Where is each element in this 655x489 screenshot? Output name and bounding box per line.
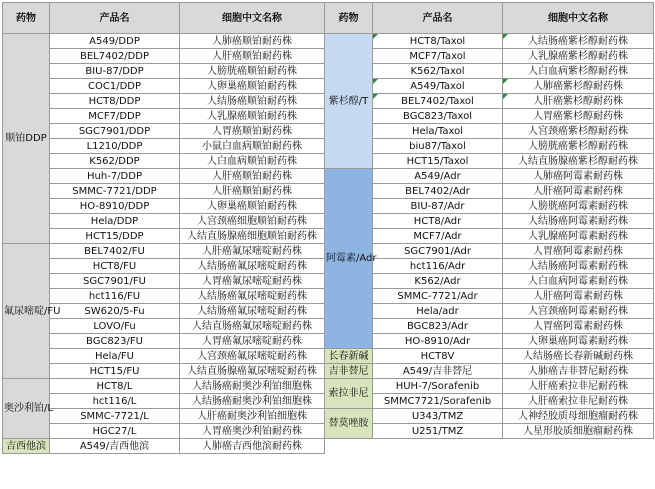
- col-header-product-right: 产品名: [373, 3, 503, 34]
- right-cell-name-cell: 人结肠癌阿霉素耐药株: [503, 259, 654, 274]
- left-cell-name-cell: 人结肠癌氟尿嘧啶耐药株: [180, 259, 325, 274]
- left-product-cell: BEL7402/DDP: [50, 49, 180, 64]
- right-cell-name-cell: 人宫颈癌紫杉醇耐药株: [503, 124, 654, 139]
- right-cell-name-cell: 人结肠癌长春新碱耐药株: [503, 349, 654, 364]
- left-cell-name-cell: 人结直肠腺癌细胞顺铂耐药株: [180, 229, 325, 244]
- right-cell-name-cell: 人肺癌阿霉素耐药株: [503, 169, 654, 184]
- left-product-cell: hct116/FU: [50, 289, 180, 304]
- left-product-cell: SGC7901/DDP: [50, 124, 180, 139]
- right-product-cell: HCT8/Taxol: [373, 34, 503, 49]
- left-cell-name-cell: 人胃癌奥沙利铂耐药株: [180, 424, 325, 439]
- left-product-cell: SMMC-7721/L: [50, 409, 180, 424]
- right-product-cell: MCF7/Adr: [373, 229, 503, 244]
- right-cell-name-cell: 人宫颈癌阿霉素耐药株: [503, 304, 654, 319]
- left-cell-name-cell: 人胃癌顺铂耐药株: [180, 124, 325, 139]
- right-cell-name-cell: 人胃癌阿霉素耐药株: [503, 319, 654, 334]
- right-cell-name-cell: 人乳腺癌紫杉醇耐药株: [503, 49, 654, 64]
- right-cell-name-cell: 人结肠癌阿霉素耐药株: [503, 214, 654, 229]
- left-product-cell: Hela/DDP: [50, 214, 180, 229]
- right-product-cell: BGC823/Taxol: [373, 109, 503, 124]
- left-product-cell: SW620/5-Fu: [50, 304, 180, 319]
- drug-group-tmz: 替莫唑胺: [325, 409, 373, 439]
- col-header-product: 产品名: [50, 3, 180, 34]
- left-cell-name-cell: 人结肠癌氟尿嘧啶耐药株: [180, 304, 325, 319]
- left-cell-name-cell: 人卵巢癌顺铂耐药株: [180, 199, 325, 214]
- col-header-drug-right: 药物: [325, 3, 373, 34]
- left-product-cell: LOVO/Fu: [50, 319, 180, 334]
- right-cell-name-cell: 人肝癌索拉非尼耐药株: [503, 394, 654, 409]
- left-product-cell: HCT8/L: [50, 379, 180, 394]
- left-product-cell: HGC27/L: [50, 424, 180, 439]
- left-product-cell: Hela/FU: [50, 349, 180, 364]
- right-cell-name-cell: 人白血病阿霉素耐药株: [503, 274, 654, 289]
- right-cell-name-cell: 人肺癌吉非替尼耐药株: [503, 364, 654, 379]
- right-product-cell: biu87/Taxol: [373, 139, 503, 154]
- right-product-cell: U251/TMZ: [373, 424, 503, 439]
- right-product-cell: SMMC7721/Sorafenib: [373, 394, 503, 409]
- left-product-cell: BEL7402/FU: [50, 244, 180, 259]
- left-product-cell: L1210/DDP: [50, 139, 180, 154]
- table-row: [3, 379, 654, 394]
- right-product-cell: U343/TMZ: [373, 409, 503, 424]
- left-cell-name-cell: 人结肠癌耐奥沙利铂细胞株: [180, 379, 325, 394]
- right-product-cell: K562/Taxol: [373, 64, 503, 79]
- drug-group-sorafenib: 索拉非尼: [325, 379, 373, 409]
- right-cell-name-cell: 人神经胶质母细胞瘤耐药株: [503, 409, 654, 424]
- left-cell-name-cell: 人白血病顺铂耐药株: [180, 154, 325, 169]
- right-cell-name-cell: 人膀胱癌紫杉醇耐药株: [503, 139, 654, 154]
- left-cell-name-cell: 人结肠癌顺铂耐药株: [180, 94, 325, 109]
- table-row: [3, 439, 654, 454]
- left-cell-name-cell: 人结肠癌氟尿嘧啶耐药株: [180, 289, 325, 304]
- left-cell-name-cell: 人膀胱癌顺铂耐药株: [180, 64, 325, 79]
- right-cell-name-cell: 人星形胶质细胞瘤耐药株: [503, 424, 654, 439]
- right-product-cell: BIU-87/Adr: [373, 199, 503, 214]
- left-product-cell: MCF7/DDP: [50, 109, 180, 124]
- drug-group-gefitinib: 吉西他滨: [3, 439, 50, 454]
- table-row: [3, 364, 654, 379]
- right-cell-name-cell: 人卵巢癌阿霉素耐药株: [503, 334, 654, 349]
- right-cell-name-cell: 人肝癌阿霉素耐药株: [503, 184, 654, 199]
- left-cell-name-cell: 人结直肠癌氟尿嘧啶耐药株: [180, 319, 325, 334]
- left-product-cell: Huh-7/DDP: [50, 169, 180, 184]
- right-cell-name-cell: 人肝癌索拉非尼耐药株: [503, 379, 654, 394]
- right-product-cell: Hela/Taxol: [373, 124, 503, 139]
- left-product-cell: HCT15/FU: [50, 364, 180, 379]
- right-cell-name-cell: 人肺癌紫杉醇耐药株: [503, 79, 654, 94]
- header-row: [3, 3, 654, 34]
- left-cell-name-cell: 人胃癌氟尿嘧啶耐药株: [180, 274, 325, 289]
- right-product-cell: HO-8910/Adr: [373, 334, 503, 349]
- right-product-cell: K562/Adr: [373, 274, 503, 289]
- table-row: [3, 34, 654, 49]
- right-product-cell: HUH-7/Sorafenib: [373, 379, 503, 394]
- col-header-cell-name: 细胞中文名称: [180, 3, 325, 34]
- left-product-cell: HCT8/DDP: [50, 94, 180, 109]
- right-product-cell: Hela/adr: [373, 304, 503, 319]
- right-cell-name-cell: 人胃癌紫杉醇耐药株: [503, 109, 654, 124]
- table-body: [3, 34, 654, 454]
- left-product-cell: BGC823/FU: [50, 334, 180, 349]
- right-product-cell: BEL7402/Adr: [373, 184, 503, 199]
- right-product-cell: HCT15/Taxol: [373, 154, 503, 169]
- left-product-cell: A549/DDP: [50, 34, 180, 49]
- right-product-cell: A549/Taxol: [373, 79, 503, 94]
- left-product-cell: SMMC-7721/DDP: [50, 184, 180, 199]
- right-product-cell: A549/吉西他滨: [50, 439, 180, 454]
- left-cell-name-cell: 人结直肠腺癌氟尿嘧啶耐药株: [180, 364, 325, 379]
- left-product-cell: SGC7901/FU: [50, 274, 180, 289]
- right-product-cell: hct116/Adr: [373, 259, 503, 274]
- drug-group-ddp: 顺铂DDP: [3, 34, 50, 244]
- left-cell-name-cell: 人胃癌氟尿嘧啶耐药株: [180, 334, 325, 349]
- right-cell-name-cell: 人乳腺癌阿霉素耐药株: [503, 229, 654, 244]
- table-row: [3, 409, 654, 424]
- drug-group-l: 奥沙利铂/L: [3, 379, 50, 439]
- left-cell-name-cell: 人肝癌顺铂耐药株: [180, 49, 325, 64]
- drug-group-cxc: 长春新碱: [325, 349, 373, 364]
- left-cell-name-cell: 人结肠癌耐奥沙利铂细胞株: [180, 394, 325, 409]
- left-product-cell: COC1/DDP: [50, 79, 180, 94]
- left-cell-name-cell: 人肝癌顺铂耐药株: [180, 169, 325, 184]
- left-cell-name-cell: 人肝癌耐奥沙利铂细胞株: [180, 409, 325, 424]
- left-product-cell: K562/DDP: [50, 154, 180, 169]
- left-product-cell: HCT8/FU: [50, 259, 180, 274]
- right-product-cell: MCF7/Taxol: [373, 49, 503, 64]
- left-cell-name-cell: 人乳腺癌顺铂耐药株: [180, 109, 325, 124]
- left-cell-name-cell: 人卵巢癌顺铂耐药株: [180, 79, 325, 94]
- left-cell-name-cell: 人肺癌顺铂耐药株: [180, 34, 325, 49]
- drug-group-erlotinib: 吉非替尼: [325, 364, 373, 379]
- drug-group-adr: 阿霉素/Adr: [325, 169, 373, 349]
- drug-group-taxol: 紫杉醇/T: [325, 34, 373, 169]
- left-product-cell: hct116/L: [50, 394, 180, 409]
- left-cell-name-cell: 小鼠白血病顺铂耐药株: [180, 139, 325, 154]
- table-row: [3, 349, 654, 364]
- drug-group-fu: 氟尿嘧啶/FU: [3, 244, 50, 379]
- right-cell-name-cell: 人肝癌紫杉醇耐药株: [503, 94, 654, 109]
- right-cell-name-cell: 人膀胱癌阿霉素耐药株: [503, 199, 654, 214]
- right-product-cell: SGC7901/Adr: [373, 244, 503, 259]
- left-product-cell: HCT15/DDP: [50, 229, 180, 244]
- right-cell-name-cell: 人胃癌阿霉素耐药株: [503, 244, 654, 259]
- right-product-cell: BGC823/Adr: [373, 319, 503, 334]
- right-product-cell: HCT8V: [373, 349, 503, 364]
- left-cell-name-cell: 人肝癌氟尿嘧啶耐药株: [180, 244, 325, 259]
- left-product-cell: BIU-87/DDP: [50, 64, 180, 79]
- right-cell-name-cell: 人肺癌吉西他滨耐药株: [180, 439, 325, 454]
- drug-resistant-cell-table: [2, 2, 654, 454]
- right-product-cell: A549/Adr: [373, 169, 503, 184]
- right-cell-name-cell: 人结直肠腺癌紫杉醇耐药株: [503, 154, 654, 169]
- col-header-drug: 药物: [3, 3, 50, 34]
- col-header-cell-name-right: 细胞中文名称: [503, 3, 654, 34]
- left-cell-name-cell: 人肝癌顺铂耐药株: [180, 184, 325, 199]
- right-cell-name-cell: 人白血病紫杉醇耐药株: [503, 64, 654, 79]
- table-row: [3, 169, 654, 184]
- right-cell-name-cell: 人结肠癌紫杉醇耐药株: [503, 34, 654, 49]
- right-cell-name-cell: 人肝癌阿霉素耐药株: [503, 289, 654, 304]
- right-product-cell: A549/吉非替尼: [373, 364, 503, 379]
- right-product-cell: HCT8/Adr: [373, 214, 503, 229]
- right-product-cell: SMMC-7721/Adr: [373, 289, 503, 304]
- left-cell-name-cell: 人宫颈癌氟尿嘧啶耐药株: [180, 349, 325, 364]
- right-product-cell: BEL7402/Taxol: [373, 94, 503, 109]
- left-cell-name-cell: 人宫颈癌细胞顺铂耐药株: [180, 214, 325, 229]
- left-product-cell: HO-8910/DDP: [50, 199, 180, 214]
